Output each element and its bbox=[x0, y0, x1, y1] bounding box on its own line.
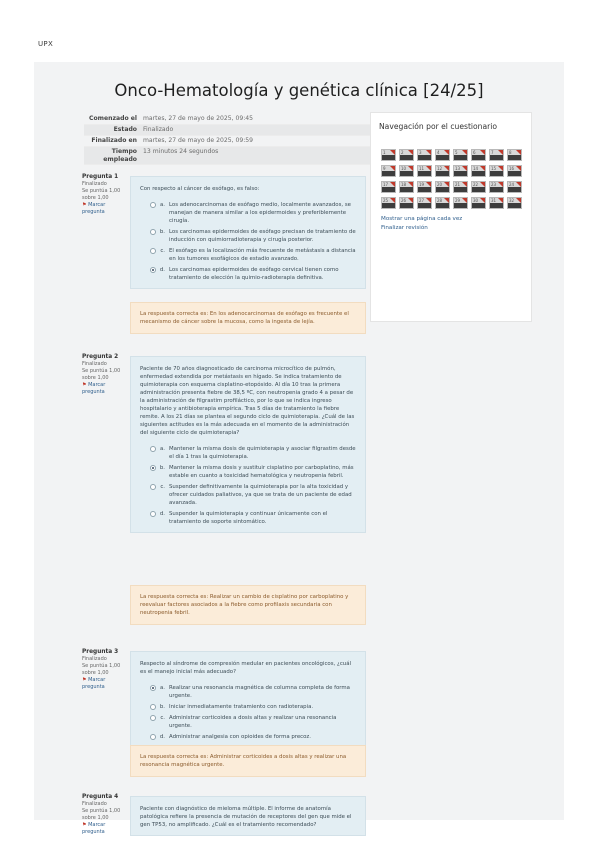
flag-label: Marcar pregunta bbox=[82, 822, 106, 835]
flag-question-link[interactable] bbox=[82, 822, 124, 836]
question-nav-button[interactable] bbox=[399, 197, 414, 209]
question-state: Finalizado bbox=[82, 656, 107, 662]
radio-button[interactable] bbox=[150, 202, 156, 208]
question-text: Respecto al síndrome de compresión medular en pacientes oncológicos, ¿cuál es el manejo inicial más adecuado? bbox=[140, 661, 352, 675]
option-letter: c. bbox=[160, 715, 165, 721]
question-nav-button[interactable] bbox=[399, 149, 414, 161]
summary-key: Tiempo empleado bbox=[103, 148, 137, 163]
question-nav-button[interactable] bbox=[417, 165, 432, 177]
question-card bbox=[130, 176, 366, 289]
option-letter: a. bbox=[159, 202, 165, 208]
question-nav-number: 31 bbox=[491, 198, 497, 203]
question-nav-button[interactable] bbox=[435, 149, 450, 161]
radio-button[interactable] bbox=[150, 511, 156, 517]
question-info bbox=[82, 354, 124, 396]
question-info bbox=[82, 794, 124, 836]
option-text: Mantener la misma dosis de quimioterapia y asociar filgrastim desde el día 1 tras la quimioterapia. bbox=[169, 446, 356, 460]
question-nav-number: 32 bbox=[509, 198, 515, 203]
question-nav-number: 19 bbox=[419, 182, 425, 187]
question-nav-button[interactable] bbox=[417, 197, 432, 209]
option-letter: d. bbox=[159, 511, 165, 517]
option-text: Los adenocarcinomas de esófago medio, localmente avanzados, se manejan de manera similar a los epidermoides y preferiblemente cirugía. bbox=[169, 202, 351, 224]
show-one-page-link[interactable]: Mostrar una página cada vez bbox=[381, 216, 463, 222]
question-nav-number: 30 bbox=[473, 198, 479, 203]
option-letter: c. bbox=[160, 248, 165, 254]
question-nav-button[interactable] bbox=[489, 165, 504, 177]
question-card bbox=[130, 651, 366, 748]
question-nav-number: 17 bbox=[383, 182, 389, 187]
option-text: El esófago es la localización más frecuente de metástasis a distancia en los tumores esofágicos de estadio avanzado. bbox=[169, 248, 356, 262]
quiz-review-panel bbox=[34, 62, 564, 835]
radio-button[interactable] bbox=[150, 685, 156, 691]
question-nav-number: 24 bbox=[509, 182, 515, 187]
flag-icon: ⚑ bbox=[82, 822, 89, 828]
question-nav-number: 21 bbox=[455, 182, 461, 187]
question-nav-button[interactable] bbox=[489, 181, 504, 193]
option-text: Administrar analgesia con opioides de forma precoz. bbox=[169, 734, 311, 740]
question-nav-number: 25 bbox=[383, 198, 389, 203]
summary-row bbox=[84, 125, 390, 136]
summary-row bbox=[84, 136, 390, 147]
question-nav-number: 16 bbox=[509, 166, 515, 171]
question-nav-button[interactable] bbox=[453, 165, 468, 177]
option-text: Mantener la misma dosis y sustituir cisplatino por carboplatino, más estable en cuanto a toxicidad hematológica y neutropenia febril. bbox=[169, 465, 354, 479]
question-state: Finalizado bbox=[82, 801, 107, 807]
option-letter: b. bbox=[159, 704, 165, 710]
question-grade: Se puntúa 1,00 sobre 1,00 bbox=[82, 188, 121, 201]
answer-option[interactable] bbox=[150, 684, 356, 700]
question-nav-number: 3 bbox=[419, 150, 422, 155]
question-nav-number: 1 bbox=[383, 150, 386, 155]
radio-button[interactable] bbox=[150, 267, 156, 273]
answer-option[interactable] bbox=[150, 510, 356, 526]
question-nav-button[interactable] bbox=[381, 149, 396, 161]
question-nav-number: 6 bbox=[473, 150, 476, 155]
option-text: Suspender definitivamente la quimioterapia por la alta toxicidad y ofrecer cuidados paliativos, ya que se trata de un paciente de edad avanzada. bbox=[169, 484, 352, 506]
question-nav-number: 29 bbox=[455, 198, 461, 203]
question-nav-number: 15 bbox=[491, 166, 497, 171]
option-text: Los carcinomas epidermoides de esófago precisan de tratamiento de inducción con quimiorradioterapia y cirugía posterior. bbox=[169, 229, 356, 243]
summary-row bbox=[84, 114, 390, 125]
answer-option[interactable] bbox=[150, 247, 356, 263]
flag-icon: ⚑ bbox=[82, 677, 89, 683]
summary-value: 13 minutos 24 segundos bbox=[143, 148, 219, 155]
radio-button[interactable] bbox=[150, 734, 156, 740]
question-nav-button[interactable] bbox=[435, 165, 450, 177]
answer-option[interactable] bbox=[150, 464, 356, 480]
question-nav-button[interactable] bbox=[471, 197, 486, 209]
question-nav-number: 26 bbox=[401, 198, 407, 203]
option-letter: a. bbox=[159, 685, 165, 691]
radio-button[interactable] bbox=[150, 446, 156, 452]
option-letter: a. bbox=[159, 446, 165, 452]
radio-button[interactable] bbox=[150, 715, 156, 721]
question-state: Finalizado bbox=[82, 361, 107, 367]
answer-option[interactable] bbox=[150, 703, 356, 711]
question-nav-number: 11 bbox=[419, 166, 425, 171]
answer-option[interactable] bbox=[150, 445, 356, 461]
attempt-summary-table bbox=[84, 114, 390, 165]
summary-value: martes, 27 de mayo de 2025, 09:45 bbox=[143, 115, 254, 122]
question-state: Finalizado bbox=[82, 181, 107, 187]
option-letter: d. bbox=[159, 267, 165, 273]
question-nav-number: 4 bbox=[437, 150, 440, 155]
question-nav-number: 2 bbox=[401, 150, 404, 155]
question-nav-number: 10 bbox=[401, 166, 407, 171]
option-letter: b. bbox=[159, 229, 165, 235]
summary-row bbox=[84, 147, 390, 165]
question-nav-button[interactable] bbox=[399, 165, 414, 177]
question-nav-number: 14 bbox=[473, 166, 479, 171]
question-nav-number: 13 bbox=[455, 166, 461, 171]
question-nav-button[interactable] bbox=[507, 149, 522, 161]
question-number: Pregunta 1 bbox=[82, 174, 119, 180]
question-text: Paciente con diagnóstico de mieloma múltiple. El informe de anatomía patológica refiere la presencia de mutación de receptores del gen que mide el gen TP53, no amplificado. ¿Cuál es el tratamiento recomendado? bbox=[140, 806, 352, 828]
answer-option[interactable] bbox=[150, 714, 356, 730]
radio-button[interactable] bbox=[150, 465, 156, 471]
question-nav-button[interactable] bbox=[507, 197, 522, 209]
flag-icon: ⚑ bbox=[82, 202, 89, 208]
flag-question-link[interactable] bbox=[82, 382, 124, 396]
summary-key: Finalizado en bbox=[91, 137, 137, 144]
question-text: Paciente de 70 años diagnosticado de carcinoma microcítico de pulmón, enfermedad extendida por metástasis en hígado. Se indica tratamiento de quimioterapia con esquema cisplatino-etopósido. Al día 10 tras la primera administración presenta fiebre de 38,5 ºC, con neutropenia grado 4 a pesar de la administración de filgrastim profiláctico, por lo que se indica ingreso hospitalario y antibioterapia empírica. Tras 5 días de tratamiento la fiebre remite. A los 21 días se plantea el segundo ciclo de quimioterapia. ¿Cuál de las siguientes actitudes es la más adecuada en el momento de la administración del siguiente ciclo de quimioterapia? bbox=[140, 366, 355, 436]
question-grade: Se puntúa 1,00 sobre 1,00 bbox=[82, 808, 121, 821]
question-number: Pregunta 3 bbox=[82, 649, 119, 655]
option-letter: b. bbox=[159, 465, 165, 471]
quiz-navigation-block bbox=[370, 112, 532, 322]
question-nav-button[interactable] bbox=[507, 165, 522, 177]
question-grade: Se puntúa 1,00 sobre 1,00 bbox=[82, 663, 121, 676]
radio-button[interactable] bbox=[150, 229, 156, 235]
question-nav-button[interactable] bbox=[453, 197, 468, 209]
question-nav-button[interactable] bbox=[471, 149, 486, 161]
question-nav-button[interactable] bbox=[453, 149, 468, 161]
question-nav-number: 9 bbox=[383, 166, 386, 171]
page-title: Onco-Hematología y genética clínica [24/25] bbox=[114, 81, 484, 100]
question-nav-button[interactable] bbox=[435, 197, 450, 209]
question-info bbox=[82, 174, 124, 216]
answer-option[interactable] bbox=[150, 228, 356, 244]
quiz-navigation-title: Navegación por el cuestionario bbox=[379, 122, 498, 131]
quiz-navigation-grid bbox=[381, 149, 523, 209]
question-feedback: La respuesta correcta es: Realizar un cambio de cisplatino por carboplatino y reevaluar factores asociados a la fiebre como profilaxis secundaria con neutropenia febril. bbox=[130, 585, 366, 625]
question-nav-button[interactable] bbox=[381, 181, 396, 193]
flag-question-link[interactable] bbox=[82, 677, 124, 691]
question-nav-button[interactable] bbox=[381, 197, 396, 209]
question-number: Pregunta 4 bbox=[82, 794, 119, 800]
summary-key: Estado bbox=[113, 126, 137, 133]
question-nav-number: 28 bbox=[437, 198, 443, 203]
flag-icon: ⚑ bbox=[82, 382, 89, 388]
question-nav-button[interactable] bbox=[435, 181, 450, 193]
question-nav-button[interactable] bbox=[399, 181, 414, 193]
question-card bbox=[130, 356, 366, 533]
option-text: Los carcinomas epidermoides de esófago cervical tienen como tratamiento de elección la quimio-radioterapia definitiva. bbox=[169, 267, 339, 281]
question-nav-number: 12 bbox=[437, 166, 443, 171]
question-nav-button[interactable] bbox=[417, 181, 432, 193]
question-nav-button[interactable] bbox=[417, 149, 432, 161]
flag-label: Marcar pregunta bbox=[82, 382, 106, 395]
answer-option[interactable] bbox=[150, 266, 356, 282]
question-feedback: La respuesta correcta es: En los adenocarcinomas de esófago es frecuente el mecanismo de cáncer sobre la mucosa, como la ingesta de lejía. bbox=[130, 302, 366, 334]
question-card bbox=[130, 796, 366, 836]
answer-option[interactable] bbox=[150, 733, 356, 741]
question-nav-number: 20 bbox=[437, 182, 443, 187]
option-letter: d. bbox=[159, 734, 165, 740]
option-text: Realizar una resonancia magnética de columna completa de forma urgente. bbox=[169, 685, 350, 699]
option-text: Iniciar inmediatamente tratamiento con radioterapia. bbox=[169, 704, 314, 710]
finish-review-link[interactable]: Finalizar revisión bbox=[381, 225, 428, 231]
summary-key: Comenzado el bbox=[88, 115, 137, 122]
question-nav-button[interactable] bbox=[489, 149, 504, 161]
question-nav-number: 5 bbox=[455, 150, 458, 155]
question-feedback: La respuesta correcta es: Administrar corticoides a dosis altas y realizar una resonancia magnética urgente. bbox=[130, 745, 366, 777]
radio-button[interactable] bbox=[150, 704, 156, 710]
answer-option[interactable] bbox=[150, 201, 356, 225]
question-nav-button[interactable] bbox=[471, 165, 486, 177]
question-nav-number: 8 bbox=[509, 150, 512, 155]
option-text: Administrar corticoides a dosis altas y realizar una resonancia urgente. bbox=[169, 715, 337, 729]
question-nav-number: 27 bbox=[419, 198, 425, 203]
question-nav-button[interactable] bbox=[489, 197, 504, 209]
summary-value: martes, 27 de mayo de 2025, 09:59 bbox=[143, 137, 254, 144]
radio-button[interactable] bbox=[150, 484, 156, 490]
summary-value: Finalizado bbox=[143, 126, 174, 133]
option-letter: c. bbox=[160, 484, 165, 490]
radio-button[interactable] bbox=[150, 248, 156, 254]
question-nav-button[interactable] bbox=[471, 181, 486, 193]
question-nav-button[interactable] bbox=[381, 165, 396, 177]
question-nav-number: 18 bbox=[401, 182, 407, 187]
question-nav-number: 23 bbox=[491, 182, 497, 187]
flag-question-link[interactable] bbox=[82, 202, 124, 216]
question-nav-number: 22 bbox=[473, 182, 479, 187]
question-nav-button[interactable] bbox=[453, 181, 468, 193]
question-text: Con respecto al cáncer de esófago, es falso: bbox=[140, 186, 260, 192]
option-text: Suspender la quimioterapia y continuar únicamente con el tratamiento de soporte sintomático. bbox=[169, 511, 328, 525]
answer-option[interactable] bbox=[150, 483, 356, 507]
brand-label: UPX bbox=[38, 40, 54, 48]
flag-label: Marcar pregunta bbox=[82, 677, 106, 690]
question-nav-number: 7 bbox=[491, 150, 494, 155]
question-grade: Se puntúa 1,00 sobre 1,00 bbox=[82, 368, 121, 381]
question-nav-button[interactable] bbox=[507, 181, 522, 193]
flag-label: Marcar pregunta bbox=[82, 202, 106, 215]
question-info bbox=[82, 649, 124, 691]
question-number: Pregunta 2 bbox=[82, 354, 119, 360]
